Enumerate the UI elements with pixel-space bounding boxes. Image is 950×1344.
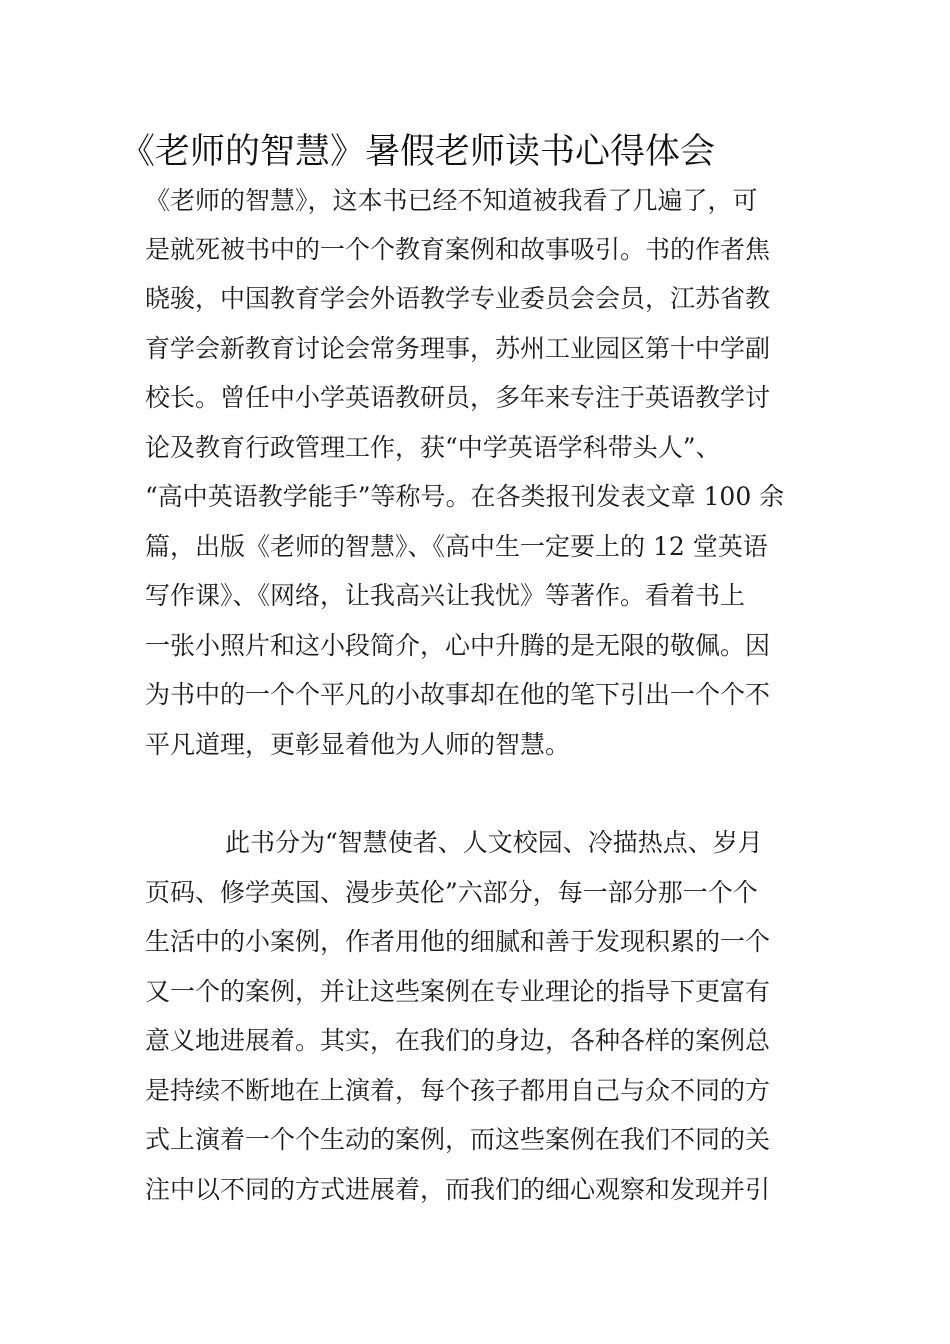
paragraph-2-line-4: 又一个的案例，并让这些案例在专业理论的指导下更富有 (145, 977, 771, 1006)
paragraph-2-line-3: 生活中的小案例，作者用他的细腻和善于发现积累的一个 (145, 927, 771, 956)
paragraph-1-line-12: 平凡道理，更彰显着他为人师的智慧。 (145, 730, 571, 759)
paragraph-1-line-9: 写作课》、《网络，让我高兴让我忧》等著作。看着书上 (145, 581, 746, 610)
paragraph-1-line-6: 论及教育行政管理工作，获“中学英语学科带头人”、 (145, 433, 721, 462)
paragraph-2-line-5: 意义地进展着。其实，在我们的身边，各种各样的案例总 (145, 1026, 771, 1055)
paragraph-1-line-5: 校长。曾任中小学英语教研员，多年来专注于英语教学讨 (145, 383, 771, 412)
document-title: 《老师的智慧》暑假老师读书心得体会 (120, 132, 716, 172)
paragraph-1-line-3: 晓骏，中国教育学会外语教学专业委员会会员，江苏省教 (145, 284, 771, 313)
paragraph-2-line-6: 是持续不断地在上演着，每个孩子都用自己与众不同的方 (145, 1076, 771, 1105)
paragraph-1-line-10: 一张小照片和这小段简介，心中升腾的是无限的敬佩。因 (145, 631, 771, 660)
paragraph-1-line-11: 为书中的一个个平凡的小故事却在他的笔下引出一个个不 (145, 680, 771, 709)
paragraph-2-line-2: 页码、修学英国、漫步英伦”六部分，每一部分那一个个 (145, 878, 758, 907)
paragraph-1-line-4: 育学会新教育讨论会常务理事，苏州工业园区第十中学副 (145, 334, 771, 363)
paragraph-2-line-7: 式上演着一个个生动的案例，而这些案例在我们不同的关 (145, 1125, 771, 1154)
paragraph-2-line-8: 注中以不同的方式进展着，而我们的细心观察和发现并引 (145, 1175, 771, 1204)
paragraph-2-line-1: 此书分为“智慧使者、人文校园、冷描热点、岁月 (225, 828, 763, 857)
paragraph-1-line-2: 是就死被书中的一个个教育案例和故事吸引。书的作者焦 (145, 235, 771, 264)
paragraph-1-line-7: “高中英语教学能手”等称号。在各类报刊发表文章 100 余 (145, 482, 785, 511)
paragraph-1-line-8: 篇，出版《老师的智慧》、《高中生一定要上的 12 堂英语 (145, 532, 768, 561)
paragraph-1-line-1: 《老师的智慧》，这本书已经不知道被我看了几遍了，可 (145, 186, 758, 215)
